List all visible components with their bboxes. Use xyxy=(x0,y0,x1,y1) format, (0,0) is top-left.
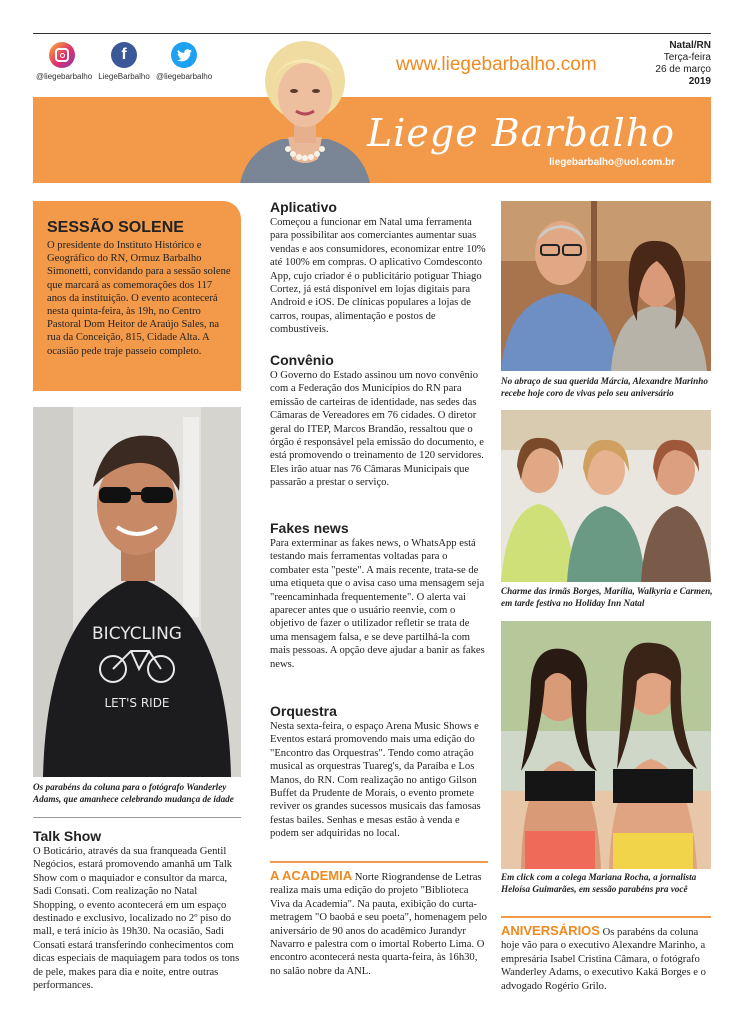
aniversarios-body: Os parabéns da coluna hoje vão para o executivo Alexandre Marinho, a empresária Isabel Cristina Câmara, o fotógrafo Wanderley Adams, o executivo Kaká Borges e o advogado Rogério Grilo. xyxy=(501,927,706,992)
solene-title: SESSÃO SOLENE xyxy=(47,219,184,236)
instagram-handle: @liegebarbalho xyxy=(36,72,93,81)
talk-show-title: Talk Show xyxy=(33,828,102,844)
academia-article xyxy=(270,869,488,978)
facebook-handle: LiegeBarbalho xyxy=(98,72,150,81)
dateline xyxy=(655,40,711,88)
academia-rule xyxy=(270,861,488,863)
photo-wanderley xyxy=(33,407,241,777)
caption-irmas-borges: Charme das irmãs Borges, Marília, Walkyria e Carmen, em tarde festiva no Holiday Inn Natal xyxy=(501,586,713,608)
fakes-body: Para exterminar as fakes news, o WhatsApp está testando mais ferramentas voltadas para o combater esta "peste". A mais recente, trata-se de uma etiqueta que o avisa caso uma mensagem seja "reencaminhada frequentemente". O alerta vai aparecer antes que o usuário reenvie, com o objetivo de fazer o utilizador refletir se trata de uma mensagem falsa, e se deve partilhá-la com mais pessoas. A opção deve ajudar a banir as fakes news. xyxy=(270,538,485,670)
instagram-icon xyxy=(49,42,75,68)
fakes-article xyxy=(270,520,488,671)
fakes-title: Fakes news xyxy=(270,520,349,536)
photo-mariana-heloisa xyxy=(501,621,711,869)
convenio-title: Convênio xyxy=(270,352,334,368)
convenio-article xyxy=(270,352,488,490)
column-email[interactable]: liegebarbalho@uol.com.br xyxy=(549,157,675,168)
dateline-city: Natal/RN xyxy=(669,40,711,51)
aniversarios-rule xyxy=(501,916,711,918)
aplicativo-body: Começou a funcionar em Natal uma ferramenta para possibilitar aos comerciantes aumentar suas vendas e aos consumidores, economizar entre 10% até 100% em compras. O aplicativo Comdesconto App, cujo criador é o publicitário potiguar Thiago Cortez, já está disponível em lojas digitais para Android e iOS. De clínicas populares a lojas de carros, roupas, alimentação e postos de combustíveis. xyxy=(270,217,486,336)
twitter-icon xyxy=(171,42,197,68)
solene-box xyxy=(33,201,241,391)
dateline-year: 2019 xyxy=(688,76,711,87)
aniversarios-article xyxy=(501,924,713,993)
convenio-body: O Governo do Estado assinou um novo convênio com a Federação dos Municípios do RN para emissão de carteiras de identidade, nas sedes das Câmaras de Vereadores em 76 cidades. O diretor geral do ITEP, Marcos Brandão, ressaltou que o órgão é responsável pela emissão do documento, e está promovendo o treinamento de 120 servidores. Eles irão atuar nas 76 Câmaras Municipais que passarão a prestar o serviço. xyxy=(270,370,484,489)
dateline-weekday: Terça-feira xyxy=(663,52,711,63)
academia-lead: A ACADEMIA xyxy=(270,868,353,883)
facebook-icon: f xyxy=(111,42,137,68)
top-rule xyxy=(33,33,711,34)
aplicativo-article xyxy=(270,199,488,337)
photo-alexandre-marcia xyxy=(501,201,711,371)
orquestra-article xyxy=(270,703,488,841)
caption-wanderley: Os parabéns da coluna para o fotógrafo Wanderley Adams, que amanhece celebrando mudança de idade xyxy=(33,782,234,804)
talk-show-article xyxy=(33,828,243,992)
talk-show-body: O Boticário, através da sua franqueada Gentil Negócios, estará promovendo amanhã um Talk Show com o maquiador e consultor da marca, Sadi Consati. Com realização no Natal Shopping, o evento acontecerá em um espaço destinado e exclusivo, localizado no 2º piso do mall, e terá início às 19h30. Na ocasião, Sadi Consati estará transferindo conhecimentos com dicas especiais de maquiagem para todos os tons de pele, makes para dia e noite, entre outras performances. xyxy=(33,846,240,992)
columnist-portrait xyxy=(230,37,380,183)
shirt-text-bottom: LET'S RIDE xyxy=(104,696,170,710)
academia-body: Norte Riograndense de Letras realiza mais uma edição do projeto "Biblioteca Viva da Academia". Na pauta, exibição do curta-metragem "O baobá e seu poeta", homenagem pelo aniversário de 90 anos do acadêmico Jurandyr Navarro e palestra com o imortal Roberto Lima. O encontro acontecerá nesta quarta-feira, às 16h30, no salão nobre da ANL. xyxy=(270,872,487,977)
aniversarios-lead: ANIVERSÁRIOS xyxy=(501,923,600,938)
caption-mariana-heloisa: Em click com a colega Mariana Rocha, a jornalista Heloísa Guimarães, em sessão parabéns pra você xyxy=(501,872,697,894)
site-url[interactable]: www.liegebarbalho.com xyxy=(396,54,597,75)
talk-show-rule xyxy=(33,817,241,818)
shirt-text-top: BICYCLING xyxy=(92,624,182,644)
twitter-link[interactable] xyxy=(156,42,212,81)
column-name: Liege Barbalho xyxy=(367,111,675,155)
twitter-handle: @liegebarbalho xyxy=(156,72,213,81)
photo-irmas-borges xyxy=(501,410,711,582)
instagram-link[interactable] xyxy=(36,42,93,81)
orquestra-body: Nesta sexta-feira, o espaço Arena Music Shows e Eventos estará promovendo mais uma edição do "Encontro das Orquestras". Tendo como atração musical as orquestras Tuareg's, da Paraíba e Los Manos, do RN. Com realização no antigo Gilson Buffet da Prudente de Morais, o evento promete reviver os grandes sucessos musicais das famosas festas bailes. Senhas e mesas estão à venda e podem ser adquiridas no local. xyxy=(270,721,481,840)
dateline-date: 26 de março xyxy=(655,64,711,75)
aplicativo-title: Aplicativo xyxy=(270,199,337,215)
caption-alexandre: No abraço de sua querida Márcia, Alexandre Marinho recebe hoje coro de vivas pelo seu aniversário xyxy=(501,376,708,398)
solene-body: O presidente do Instituto Histórico e Geográfico do RN, Ormuz Barbalho Simonetti, convidando para a sessão solene que marcará as comemorações dos 117 anos da instituição. O evento acontecerá nesta quinta-feira, às 19h, no Centro Pastoral Dom Heitor de Araújo Sales, na rua da Conceição, 815, Cidade Alta. A ocasião pede traje passeio completo. xyxy=(47,240,231,357)
orquestra-title: Orquestra xyxy=(270,703,337,719)
facebook-link[interactable] xyxy=(96,42,152,81)
